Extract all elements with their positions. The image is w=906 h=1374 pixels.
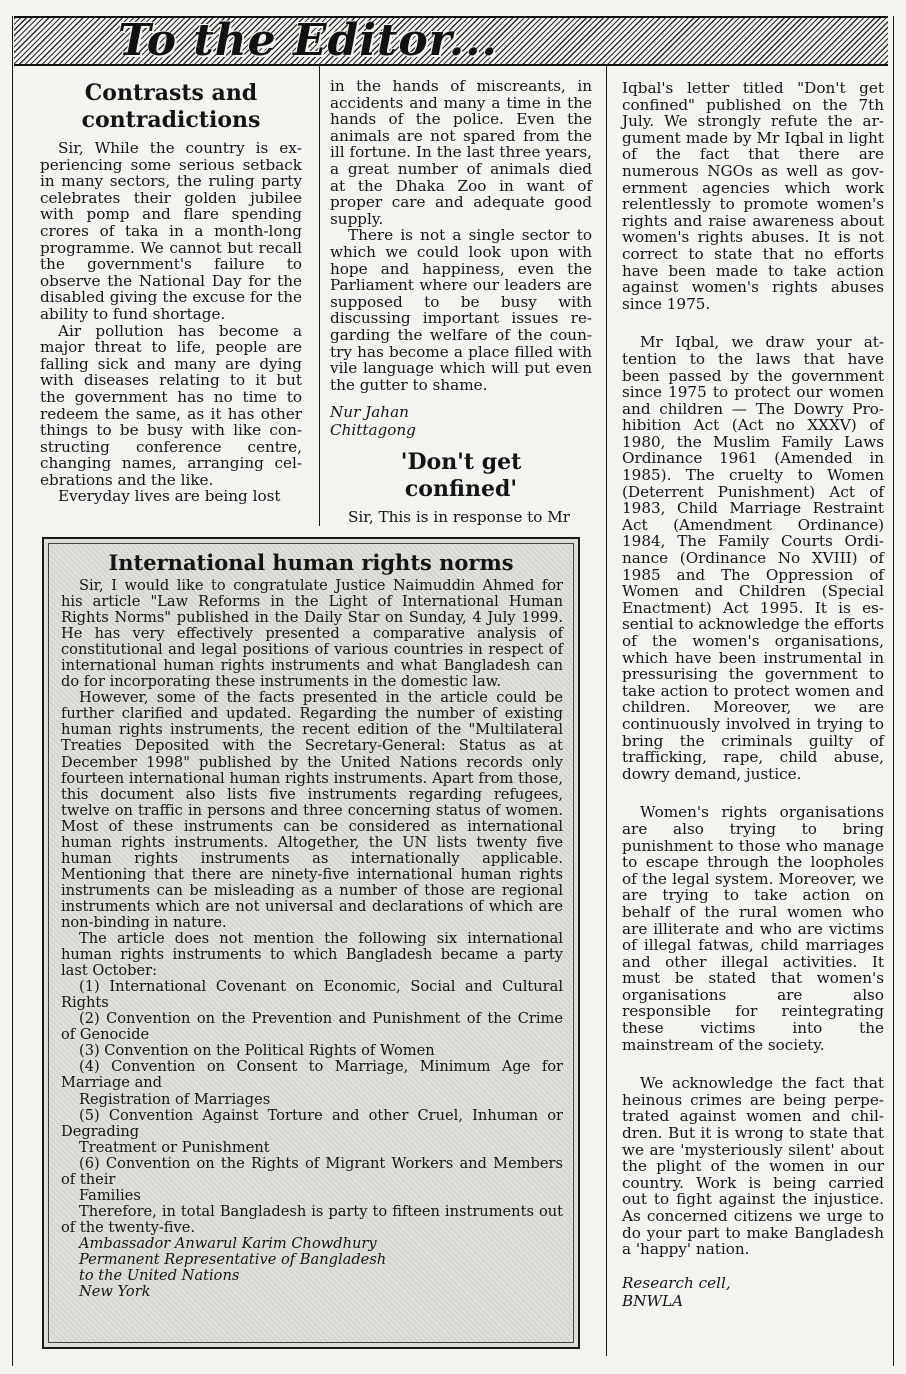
- letter-contrasts-headline: Contrasts and contradictions: [81, 80, 261, 133]
- letter-human-rights-body: [61, 578, 563, 1300]
- left-border-rule: [12, 16, 13, 1366]
- letter-contrasts-paragraph: Sir, While the country is experiencing some serious setback in many sectors, the ruling party celebrates their golden jubilee with pomp and flare spending crores of taka in a month-long programme. We cannot but recall the government's failure to observe the National Day for the disabled giving the excuse for the ability to fund shortage.: [40, 139, 302, 323]
- signature-place: Chittagong: [330, 421, 416, 440]
- letter-confined-signature: [622, 1274, 884, 1310]
- letter-contrasts-column-1: [40, 80, 302, 505]
- letter-confined-paragraph: Mr Iqbal, we draw your attention to the laws that have been passed by the government since 1975 to protect our women and children — The Dowry Prohibition Act (Act no XXXV) of 1980, the Muslim Family Laws Ordinance 1961 (Amended in 1985). The cruelty to Women (Deterrent Punishment) Act of 1983, Child Marriage Restraint Act (Amendment Ordinance) 1984, The Family Courts Ordinance (Ordinance No XVIII) of 1985 and The Oppression of Women and Children (Special Enactment) Act 1995. It is essential to acknowledge the efforts of the women's organisations, which have been instrumental in pressurising the government to take action to protect women and children. Moreover, we are continuously involved in trying to bring the criminals guilty of trafficking, rape, child abuse, dowry demand, justice.: [622, 333, 884, 783]
- letter-contrasts-paragraph: in the hands of miscreants, in accidents and many a time in the hands of the police. Even the animals are not spared from the ill fortune. In the last three years, a great number of animals died at the Dhaka Zoo in want of proper care and adequate good supply.: [330, 77, 592, 228]
- signature-line: Ambassador Anwarul Karim Chowdhury: [79, 1234, 377, 1252]
- letter-contrasts-signature: [330, 403, 592, 439]
- signature-place: BNWLA: [622, 1291, 684, 1310]
- letter-contrasts-column-2: [330, 78, 592, 526]
- letter-human-rights-headline: International human rights norms: [108, 550, 514, 575]
- treaty-list-item: Treatment or Punishment: [79, 1138, 270, 1156]
- letter-confined-paragraph: Women's rights organisations are also trying to bring punishment to those who manage to escape through the loopholes of the legal system. Moreover, we are trying to take action on behalf of the rural women who are illiterate and who are victims of illegal fatwas, child marriages and other illegal activities. It must be stated that women's organisations are also responsible for reintegrating these victims into the mainstream of the society.: [622, 803, 884, 1054]
- signature-name: Nur Jahan: [330, 403, 409, 422]
- treaty-list-item: (1) International Covenant on Economic, Social and Cultural Rights: [61, 978, 563, 1012]
- letter-human-rights-closing: Therefore, in total Bangladesh is party to fifteen instruments out of the twenty-five.: [61, 1202, 563, 1236]
- letter-confined-intro: Sir, This is in response to Mr: [348, 508, 571, 527]
- box-inner-frame: [48, 543, 574, 1343]
- masthead-banner: [14, 16, 888, 66]
- treaty-list-item: (4) Convention on Consent to Marriage, Minimum Age for Marriage and: [61, 1058, 563, 1092]
- letter-confined-column-3: [622, 80, 884, 1310]
- signature-line: Permanent Representative of Bangladesh: [79, 1250, 387, 1268]
- letter-human-rights-paragraph: The article does not mention the following six international human rights instruments to which Bangladesh became a party last October:: [61, 930, 563, 980]
- letter-human-rights-paragraph: However, some of the facts presented in the article could be further clarified and updated. Regarding the number of existing human rights instruments, the recent edition of the "Multilateral Treaties Deposited with the Secretary-General: Status as at December 1998" published by the United Nations records only fourteen international human rights instruments. Apart from those, this document also lists five instruments regarding refugees, twelve on traffic in persons and three concerning status of women. Most of these instruments can be considered as international human rights instruments. Altogether, the UN lists twenty five human rights instruments as internationally applicable. Mentioning that there are ninety-five international human rights instruments can be misleading as a number of those are regional instruments which are not universal and declarations of which are non-binding in nature.: [61, 689, 563, 931]
- treaty-list-item: (5) Convention Against Torture and other Cruel, Inhuman or Degrading: [61, 1106, 563, 1140]
- treaty-list-item: (3) Convention on the Political Rights of Women: [79, 1042, 435, 1060]
- signature-line: to the United Nations: [79, 1266, 240, 1284]
- letter-human-rights-box: [42, 537, 580, 1349]
- treaty-list-item: Families: [79, 1186, 141, 1204]
- treaty-list-item: (6) Convention on the Rights of Migrant Workers and Members of their: [61, 1154, 563, 1188]
- letter-confined-headline: 'Don't get confined': [400, 449, 522, 503]
- signature-line: New York: [79, 1282, 151, 1300]
- treaty-list-item: (2) Convention on the Prevention and Punishment of the Crime of Genocide: [61, 1010, 563, 1044]
- treaty-list-item: Registration of Marriages: [79, 1090, 271, 1108]
- letter-contrasts-paragraph: Air pollution has become a major threat to life, people are falling sick and many are dying with diseases relating to it but the government has no time to redeem the same, as it has other things to be busy with like constructing conference centre, changing names, arranging celebrations and the like.: [40, 321, 302, 489]
- letter-confined-paragraph: We acknowledge the fact that heinous crimes are being perpetrated against women and children. But it is wrong to state that we are 'mysteriously silent' about the plight of the women in our country. Work is being carried out to fight against the injustice. As concerned citizens we urge to do your part to make Bangladesh a 'happy' nation.: [622, 1074, 884, 1259]
- letter-human-rights-signature: [61, 1236, 563, 1300]
- letter-human-rights-paragraph: Sir, I would like to congratulate Justice Naimuddin Ahmed for his article "Law Reforms in the Light of International Human Rights Norms" published in the Daily Star on Sunday, 4 July 1999. He has very effectively presented a comparative analysis of constitutional and legal positions of various countries in respect of international human rights instruments and what Bangladesh can do for incorporating these instruments in the domestic law.: [61, 577, 563, 691]
- letter-confined-paragraph: Iqbal's letter titled "Don't get confined" published on the 7th July. We strongly refute the argument made by Mr Iqbal in light of the fact that there are numerous NGOs as well as government agencies which work relentlessly to promote women's rights and raise awareness about women's rights abuses. It is not correct to state that no efforts have been made to take action against women's rights abuses since 1975.: [622, 79, 884, 313]
- signature-name: Research cell,: [622, 1273, 731, 1292]
- letter-contrasts-paragraph: There is not a single sector to which we could look upon with hope and happiness, even the Parliament where our leaders are supposed to be busy with discussing important issues regarding the welfare of the country has become a place filled with vile language which will put even the gutter to shame.: [330, 226, 592, 394]
- letter-contrasts-paragraph: Everyday lives are being lost: [58, 487, 281, 506]
- column-rule-1: [319, 66, 320, 526]
- right-border-rule: [893, 16, 894, 1366]
- masthead-title: To the Editor...: [118, 15, 498, 66]
- column-rule-2: [606, 66, 607, 1356]
